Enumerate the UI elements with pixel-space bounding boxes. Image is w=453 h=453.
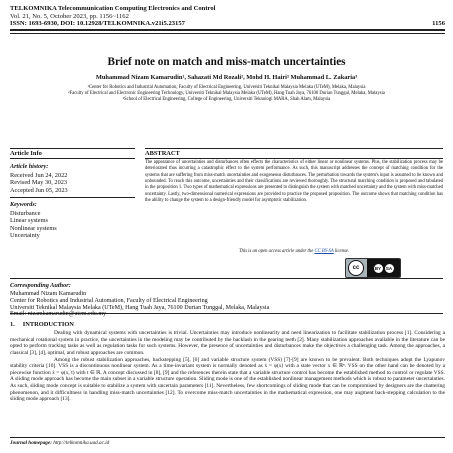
keywords-label: Keywords:: [10, 201, 37, 208]
corresponding-block: [10, 291, 445, 318]
affiliations: [20, 85, 433, 104]
footer-rule: [10, 437, 445, 438]
cc-badge-icons: [367, 259, 400, 277]
keyword: Uncertainty: [10, 232, 40, 240]
abstract-heading: ABSTRACT: [145, 150, 180, 157]
header-rule-thick: [10, 29, 445, 31]
abstract-top-rule: [145, 148, 443, 149]
keyword: Nonlinear systems: [10, 224, 57, 232]
cc-sa-icon: SA: [385, 265, 393, 271]
header-rule-thin: [10, 33, 445, 34]
history-entry: Received Jun 24, 2022: [10, 172, 68, 179]
info-bottom-rule: [10, 278, 443, 279]
abstract-head-rule: [145, 158, 443, 159]
page-number: 1156: [432, 20, 445, 28]
history-list: [10, 172, 68, 194]
keyword: Disturbance: [10, 210, 41, 217]
article-info-heading: Article Info: [10, 150, 42, 157]
license-prefix: This is an open access article under the: [238, 249, 314, 254]
corresponding-address: Universiti Teknikal Malaysia Melaka (UTeM), Hang Tuah Jaya, 76100 Durian Tunggal, Melaka, Malaysia: [10, 304, 270, 311]
journal-name: TELKOMNIKA Telecommunication Computing Electronics and Control: [10, 5, 216, 12]
history-entry: Revised May 30, 2023: [10, 179, 68, 187]
corresponding-name: Muhammad Nizam Kamarudin: [10, 291, 87, 297]
license-note: [145, 249, 443, 254]
corresponding-label: Corresponding Author:: [10, 282, 71, 289]
affiliation: ¹Center for Robotics and Industrial Automation, Faculty of Electrical Engineering, Universiti Teknikal Malaysia Melaka (UTeM), Melaka, Malaysia: [87, 85, 366, 90]
history-rule: [10, 197, 135, 198]
cc-icon: cc: [348, 260, 364, 276]
journal-header: [10, 5, 445, 28]
corresponding-dept: Center for Robotics and Industrial Automation, Faculty of Electrical Engineering: [10, 297, 208, 304]
homepage-label: Journal homepage:: [10, 440, 52, 446]
cc-license-badge[interactable]: [345, 258, 401, 278]
affiliation: ²Faculty of Electrical and Electronic Engineering Technology, Universiti Teknikal Malaysia Melaka (UTeM), Hang Tuah Jaya, 76100 Durian Tunggal, Melaka, Malaysia: [68, 91, 385, 97]
info-head-rule: [10, 158, 135, 159]
intro-heading: 1. INTRODUCTION: [10, 321, 74, 328]
intro-paragraph: Dealing with dynamical systems with uncertainties is trivial. Uncertainties may introduce nonlinearity and need linearization to facilitate stabilization process [1]. Considering a mechanical rotational system in practice, the uncertainties in the modeling may be contributed by the backlash in the gearing teeth [2]. Many stabilization approaches available in the literature can be opted to perform tracking tasks as well as regulation tasks for such systems. However, the presence of uncertainties and disturbances make the objectives a challenging task. Among the approaches, a classical [3], [4], optimal, and robust approaches are common.: [10, 330, 445, 356]
journal-footer: [10, 440, 109, 446]
intro-paragraph: Among the robust stabilization approaches, backstepping [5], [6] and variable structure system (VSS) [7]-[9] are known to be prevalent. Both techniques adopt the Lyapunov stability criteria [10]. VSS is a discontinuous nonlinear system. As a time-invariant system is normally denoted as ẋ = φ(x) with a state vector x ∈ ℝⁿ. VSS on the other hand can be denoted by a piecewise function ẋ = φ(x, t) with t ∈ ℝ. A concept discussed in [8], [9] and the references therein state that a variable structure control has become the established method to control or regulate VSS. A sliding mode approach has become the main subset in a variable structure operation. Sliding mode is one of the established nonlinear management methods which is robust to parameter uncertainties. As such, sliding mode concept is suitable to stabilize a system with uncertain parameters [11]. Nevertheless, few shortcomings of sliding mode that can be compromised by designers are the chattering phenomenon, and it difficultness in handling miss-match uncertainties [12]. To overcome miss-match uncertainties in the mathematical expression, one may augment back-stepping calculation to the sliding mode approach [13].: [10, 356, 445, 403]
keyword: Linear systems: [10, 217, 48, 225]
history-label: Article history:: [10, 163, 49, 170]
info-top-rule: [10, 148, 135, 149]
keyword-list: [10, 210, 57, 240]
cc-by-icon: BY: [374, 265, 382, 271]
author-list: Muhammad Nizam Kamarudin¹, Sahazati Md Rozali², Mohd H. Hairi³ Muhammad L. Zakaria³: [95, 74, 358, 81]
homepage-link[interactable]: http://telkomnika.uad.ac.id: [53, 440, 110, 446]
intro-body: [10, 330, 445, 403]
journal-issn: ISSN: 1693-6930, DOI: 10.12928/TELKOMNIKA.v21i5.23157: [10, 20, 185, 28]
corresponding-email[interactable]: Email: nizamkamarudin@utem.edu.my: [10, 311, 107, 318]
license-suffix: license.: [334, 249, 350, 254]
history-entry: Accepted Jun 05, 2023: [10, 186, 68, 194]
journal-volume: Vol. 21, No. 5, October 2023, pp. 1156~1162: [10, 12, 129, 20]
paper-title: Brief note on match and miss-match uncertainties: [107, 56, 346, 68]
affiliation: ³School of Electrical Engineering, College of Engineering, Universiti Teknologi MARA, Shah Alam, Malaysia: [122, 97, 331, 103]
license-link[interactable]: CC BY-SA: [314, 249, 334, 254]
issn-row: [10, 20, 445, 28]
abstract-text: The appearance of uncertainties and disturbances often effects the characteristics of either linear or nonlinear systems. Plus, the stabilization process may be deteriorated thus incurring a catastrophic effect to the system performance. As such, this manuscript addresses the concept of matching condition for the systems that are suffering from miss-match uncertainties and exogeneous disturbances. The perturbation towards the system's input is assumed to be known and unbounded. To reach this outcome, uncertainties and their classifications are reviewed thoroughly. The structural matching condition is proposed and tabulated in the proposition 1. Two types of mathematical expressions are presented to distinguish the system with matched uncertainty and the system with miss-matched uncertainty. Lastly, two-dimensional numerical expressions are provided to practice the proposed proposition. The outcome shows that matching condition has the ability to change the system to a design-friendly model for asymptotic stabilization.: [145, 160, 443, 203]
